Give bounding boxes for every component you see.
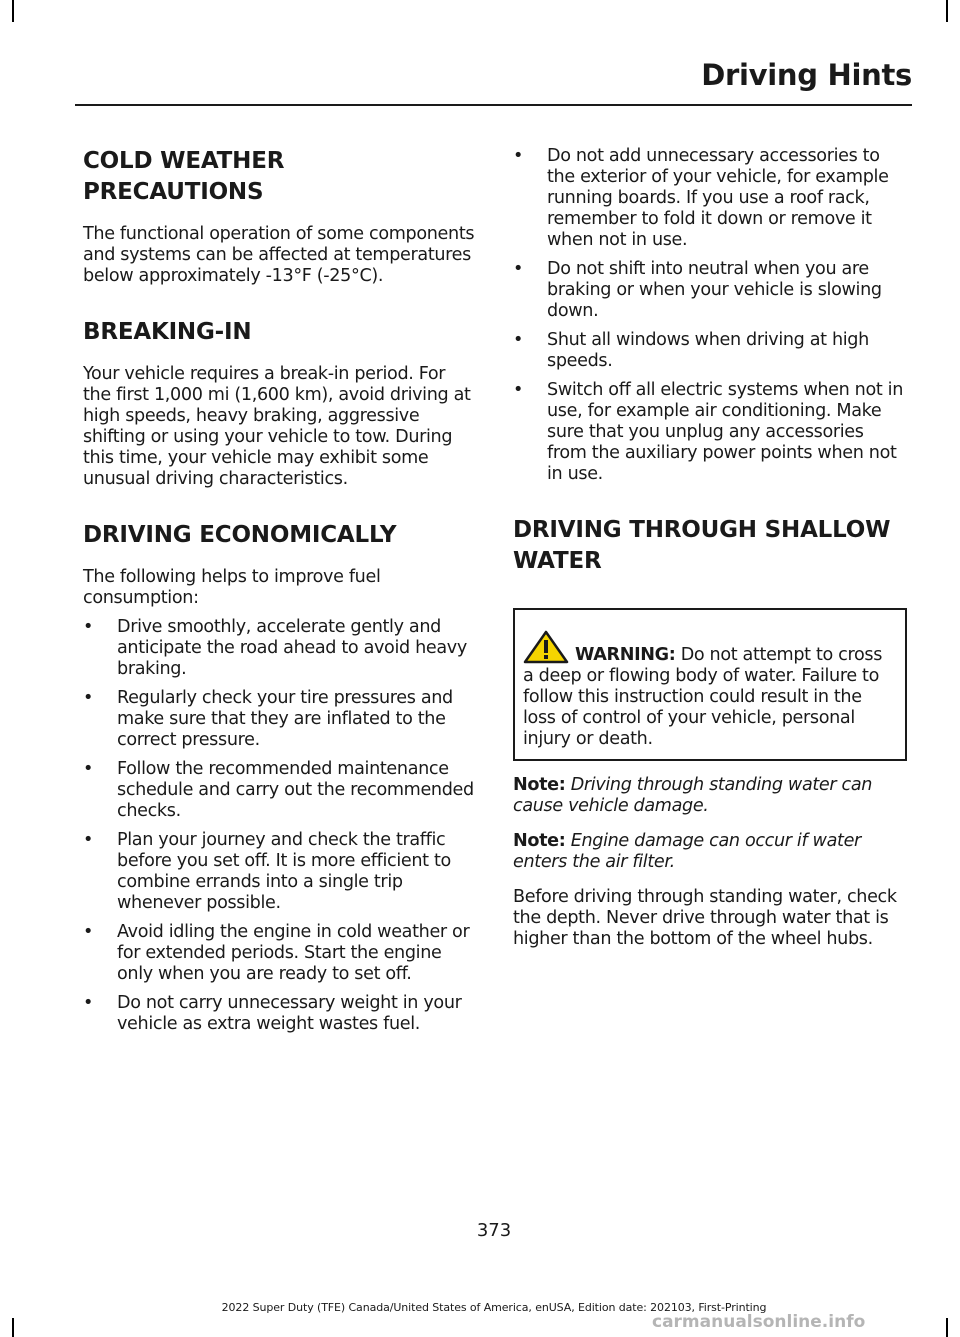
note-text: Driving through standing water can cause vehicle damage. [513,775,873,816]
crop-mark-top-right [946,0,948,22]
cold-weather-body: The functional operation of some components and systems can be affected at temperatures below approximately -13°F (-25°C). [83,224,475,286]
crop-mark-bottom-left [12,1318,14,1337]
note-label: Note: [513,775,566,795]
list-item [83,830,475,914]
economy-bullet-list [83,617,475,1035]
shallow-water-heading-line2: WATER [513,548,602,574]
right-column [513,146,907,980]
bullet-glyph: • [513,146,524,166]
shallow-water-heading [513,515,907,577]
header-rule [75,104,912,106]
crop-mark-bottom-right [946,1318,948,1337]
list-item [83,759,475,822]
shallow-water-heading-line1: DRIVING THROUGH SHALLOW [513,517,891,543]
warning-triangle-icon [523,630,569,664]
list-item [513,330,907,372]
warning-label: WARNING: [575,645,676,665]
list-item-text: Plan your journey and check the traffic before you set off. It is more efficient to combine errands into a single trip whenever possible. [117,830,451,913]
left-column [83,146,475,1043]
bullet-glyph: • [83,617,94,637]
crop-mark-top-left [12,0,14,22]
list-item [513,380,907,485]
note-standing-water [513,775,907,817]
warning-box [513,608,907,761]
footer-edition-text: 2022 Super Duty (TFE) Canada/United States of America, enUSA, Edition date: 202103, First-Printing [221,1301,767,1314]
cold-weather-heading [83,146,475,208]
bullet-glyph: • [513,380,524,400]
shallow-water-body: Before driving through standing water, check the depth. Never drive through water that is higher than the bottom of the wheel hubs. [513,887,897,949]
bullet-glyph: • [83,922,94,942]
cold-weather-heading-line2: PRECAUTIONS [83,179,264,205]
list-item [513,259,907,322]
list-item-text: Switch off all electric systems when not in use, for example air conditioning. Make sure that you unplug any accessories from the auxiliary power points when not in use. [547,380,904,484]
driving-economically-heading: DRIVING ECONOMICALLY [83,522,397,548]
bullet-glyph: • [83,993,94,1013]
driving-economically-intro: The following helps to improve fuel consumption: [83,567,381,608]
breaking-in-heading: BREAKING-IN [83,319,252,345]
list-item-text: Do not shift into neutral when you are braking or when your vehicle is slowing down. [547,259,882,321]
list-item-text: Do not carry unnecessary weight in your vehicle as extra weight wastes fuel. [117,993,462,1034]
breaking-in-body: Your vehicle requires a break-in period. For the first 1,000 mi (1,600 km), avoid driving at high speeds, heavy braking, aggressive shifting or using your vehicle to tow. During this time, your vehicle may exhibit some unusual driving characteristics. [83,364,471,489]
bullet-glyph: • [83,688,94,708]
list-item-text: Do not add unnecessary accessories to the exterior of your vehicle, for example running boards. If you use a roof rack, remember to fold it down or remove it when not in use. [547,146,889,250]
list-item-text: Avoid idling the engine in cold weather or for extended periods. Start the engine only when you are ready to set off. [117,922,470,984]
page-number: 373 [476,1220,512,1241]
list-item-text: Follow the recommended maintenance schedule and carry out the recommended checks. [117,759,474,821]
cold-weather-heading-line1: COLD WEATHER [83,148,285,174]
bullet-glyph: • [513,259,524,279]
bullet-glyph: • [83,830,94,850]
list-item [83,688,475,751]
list-item-text: Shut all windows when driving at high speeds. [547,330,869,371]
bullet-glyph: • [513,330,524,350]
list-item [83,617,475,680]
note-text: Engine damage can occur if water enters the air filter. [513,831,861,872]
warning-text: Do not attempt to cross a deep or flowing body of water. Failure to follow this instruction could result in the loss of control of your vehicle, personal injury or death. [523,645,883,749]
list-item [83,922,475,985]
list-item [513,146,907,251]
list-item [83,993,475,1035]
list-item-text: Regularly check your tire pressures and make sure that they are inflated to the correct pressure. [117,688,453,750]
list-item-text: Drive smoothly, accelerate gently and anticipate the road ahead to avoid heavy braking. [117,617,467,679]
page-header-title: Driving Hints [701,58,912,92]
note-label: Note: [513,831,566,851]
economy-bullet-list-continued [513,146,907,485]
bullet-glyph: • [83,759,94,779]
watermark: carmanualsonline.info [652,1312,866,1332]
note-air-filter [513,831,907,873]
